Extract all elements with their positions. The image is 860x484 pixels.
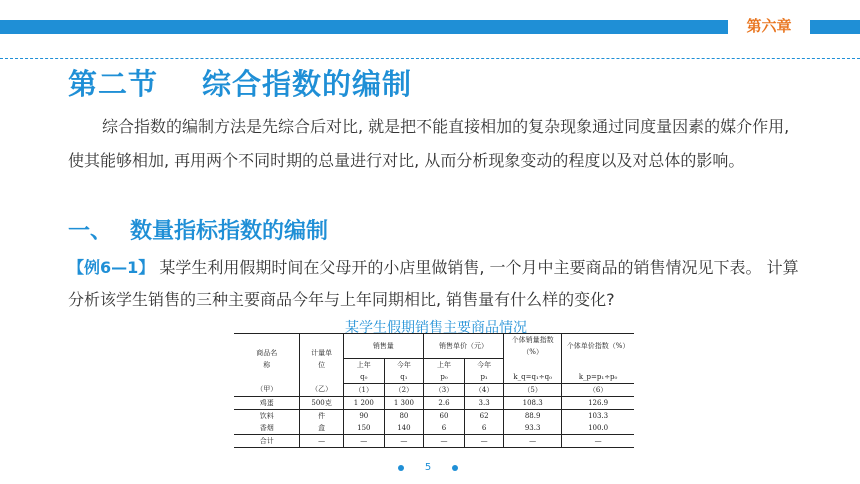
example-tag: 【例6—1】 — [68, 258, 155, 277]
page-number: 5 — [424, 462, 432, 473]
table-cell: 件 — [300, 409, 343, 422]
table-cell: 6 — [423, 422, 464, 435]
table-cell: 62 — [465, 409, 504, 422]
header-last-year-qty: 上年 — [343, 358, 384, 371]
section-name: 综合指数的编制 — [202, 67, 413, 101]
table-cell: 2.6 — [423, 396, 464, 409]
prev-dot-icon[interactable] — [398, 465, 404, 471]
col-index-cell: （乙） — [300, 383, 343, 396]
table-cell: 60 — [423, 409, 464, 422]
section-title — [68, 62, 412, 103]
header-last-year-price: 上年 — [423, 358, 464, 371]
sales-table — [234, 333, 634, 448]
section-number: 第二节 — [68, 67, 159, 101]
table-cell: 88.9 — [504, 409, 562, 422]
table-row — [234, 409, 634, 422]
table-cell: 鸡蛋 — [234, 396, 300, 409]
table-cell: — — [423, 434, 464, 447]
table-cell: — — [343, 434, 384, 447]
table-cell: 140 — [384, 422, 423, 435]
example-paragraph — [68, 252, 808, 316]
table-cell: 香烟 — [234, 422, 300, 435]
header-bar — [0, 20, 728, 34]
subsection-number: 一、 — [68, 219, 113, 244]
header-bar-end — [810, 20, 860, 34]
table-cell: 93.3 — [504, 422, 562, 435]
table-cell: 90 — [343, 409, 384, 422]
symbol-p0: p₀ — [423, 371, 464, 384]
table-cell: 108.3 — [504, 396, 562, 409]
col-index-cell: （1） — [343, 383, 384, 396]
col-index-cell: （甲） — [234, 383, 300, 396]
table-cell: — — [562, 434, 634, 447]
table-cell: 80 — [384, 409, 423, 422]
table-row-total — [234, 434, 634, 447]
table-cell: — — [300, 434, 343, 447]
header-qty-index: 个体销量指数（%） — [504, 334, 562, 359]
subsection-name: 数量指标指数的编制 — [130, 219, 329, 244]
page-indicator — [396, 462, 460, 474]
header-this-year-qty: 今年 — [384, 358, 423, 371]
table-cell: — — [465, 434, 504, 447]
table-cell: 126.9 — [562, 396, 634, 409]
header-goods: 商品名称 — [234, 334, 300, 384]
table-caption: 某学生假期销售主要商品情况 — [345, 320, 527, 336]
table-cell: 100.0 — [562, 422, 634, 435]
formula-kq: k_q=q₁÷q₀ — [504, 371, 562, 384]
col-index-cell: （5） — [504, 383, 562, 396]
col-index-cell: （4） — [465, 383, 504, 396]
col-index-cell: （3） — [423, 383, 464, 396]
col-index-cell: （2） — [384, 383, 423, 396]
table-cell: 饮料 — [259, 411, 274, 420]
divider — [0, 58, 860, 59]
table-cell: 3.3 — [465, 396, 504, 409]
symbol-q0: q₀ — [343, 371, 384, 384]
header-this-year-price: 今年 — [465, 358, 504, 371]
table-cell: 150 — [343, 422, 384, 435]
intro-paragraph: 综合指数的编制方法是先综合后对比, 就是把不能直接相加的复杂现象通过同度量因素的媒介作用, 使其能够相加, 再用两个不同时期的总量进行对比, 从而分析现象变动的程度以及对总体的影响。 — [68, 117, 790, 170]
table-cell: 合计 — [234, 434, 300, 447]
header-unit: 计量单位 — [300, 334, 343, 384]
table-cell: 6 — [465, 422, 504, 435]
table-cell: — — [384, 434, 423, 447]
col-index-cell: （6） — [562, 383, 634, 396]
chapter-label: 第六章 — [728, 12, 810, 40]
table-cell: 500克 — [300, 396, 343, 409]
header-price-index: 个体单价指数（%） — [562, 334, 634, 359]
header-price: 销售单价（元） — [423, 334, 503, 359]
header-quantity: 销售量 — [343, 334, 423, 359]
table-cell: 103.3 — [562, 409, 634, 422]
table-cell: 1 300 — [384, 396, 423, 409]
header-qty-index-spacer — [504, 358, 562, 371]
example-text: 某学生利用假期时间在父母开的小店里做销售, 一个月中主要商品的销售情况见下表。 计算分析该学生销售的三种主要商品今年与上年同期相比, 销售量有什么样的变化? — [68, 258, 799, 309]
next-dot-icon[interactable] — [452, 465, 458, 471]
subsection-title — [68, 214, 328, 245]
header-price-index-spacer — [562, 358, 634, 371]
table-cell: — — [504, 434, 562, 447]
table-cell: 盒 — [300, 422, 343, 435]
table-cell: 1 200 — [343, 396, 384, 409]
table-row — [234, 422, 634, 435]
symbol-q1: q₁ — [384, 371, 423, 384]
symbol-p1: p₁ — [465, 371, 504, 384]
table-row — [234, 396, 634, 409]
formula-kp: k_p=p₁÷p₀ — [562, 371, 634, 384]
